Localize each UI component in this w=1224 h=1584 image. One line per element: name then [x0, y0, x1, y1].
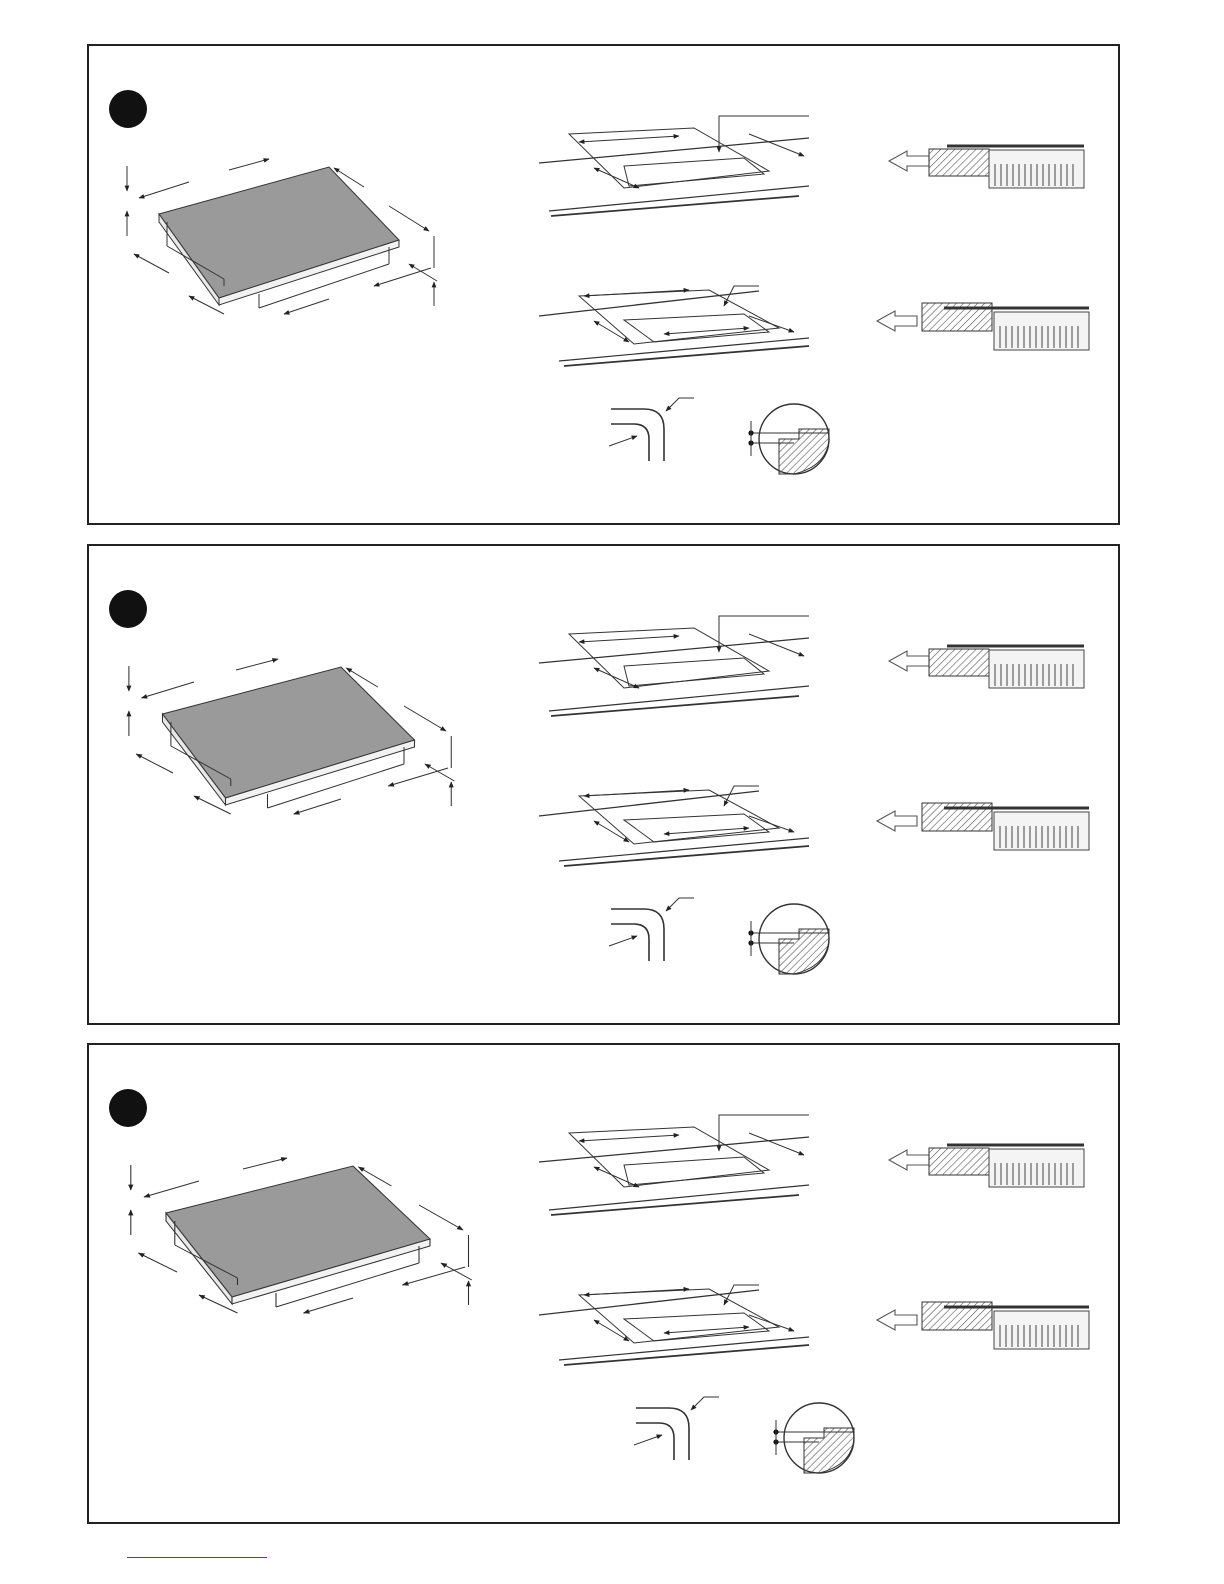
- recessed-cutout-diagram: [539, 286, 809, 366]
- detail-circle-icon: [748, 404, 829, 474]
- detail-circle-icon: [748, 904, 829, 974]
- flush-section-diagram: [889, 646, 1084, 688]
- recessed-cutout-diagram: [539, 786, 809, 866]
- flush-cutout-diagram: [539, 1115, 809, 1215]
- installation-panel-1: [87, 44, 1120, 525]
- detail-circle-icon: [773, 1403, 854, 1473]
- installation-panel-2: [87, 544, 1120, 1025]
- hob-isometric-drawing: [127, 159, 437, 314]
- flush-section-diagram: [889, 146, 1084, 188]
- recessed-section-diagram: [877, 803, 1089, 850]
- step-bullet-icon: [109, 90, 147, 128]
- flush-cutout-diagram: [539, 616, 809, 716]
- rounded-corner-icon: [609, 398, 694, 461]
- flush-cutout-diagram: [539, 116, 809, 216]
- hob-isometric-drawing: [131, 1158, 472, 1313]
- step-bullet-icon: [109, 1089, 147, 1127]
- rounded-corner-icon: [609, 898, 694, 961]
- flush-section-diagram: [889, 1145, 1084, 1187]
- footer-rule: [127, 1557, 267, 1558]
- installation-panel-3: [87, 1043, 1120, 1524]
- recessed-cutout-diagram: [539, 1285, 809, 1365]
- rounded-corner-icon: [634, 1397, 719, 1460]
- recessed-section-diagram: [877, 1302, 1089, 1349]
- hob-isometric-drawing: [129, 659, 455, 814]
- step-bullet-icon: [109, 590, 147, 628]
- recessed-section-diagram: [877, 303, 1089, 350]
